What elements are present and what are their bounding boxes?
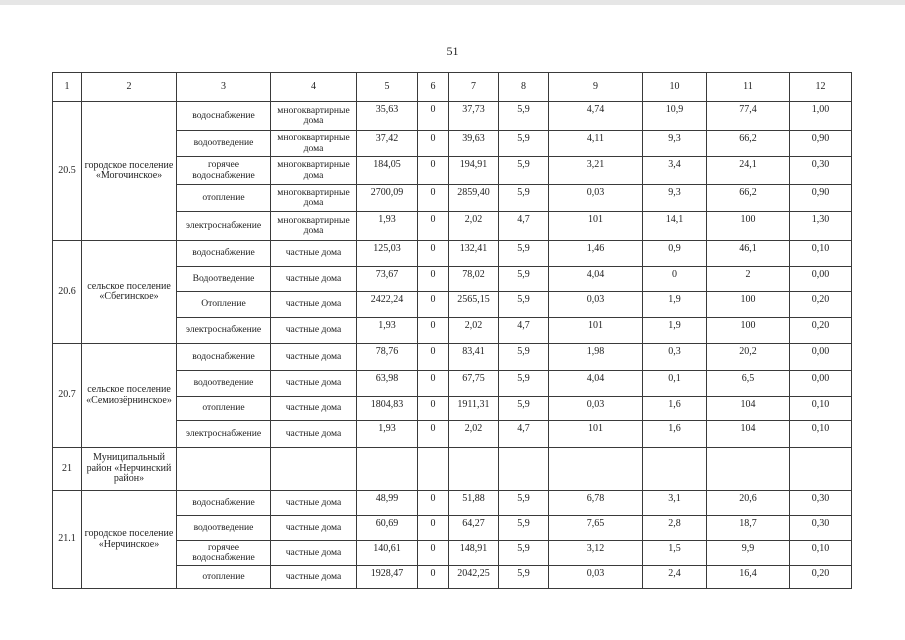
table-row — [53, 491, 852, 516]
value-cell: 9,3 — [643, 131, 707, 157]
value-cell: 4,7 — [499, 421, 549, 448]
value-cell: 0 — [418, 344, 449, 371]
value-cell: 5,9 — [499, 371, 549, 397]
value-cell: 51,88 — [449, 491, 499, 516]
value-cell: 0,03 — [549, 185, 643, 212]
service-cell: электроснабжение — [177, 421, 271, 448]
value-cell: 5,9 — [499, 516, 549, 541]
value-cell: 100 — [707, 318, 790, 344]
value-cell: 1,9 — [643, 318, 707, 344]
value-cell: 4,04 — [549, 267, 643, 292]
value-cell: 0 — [418, 267, 449, 292]
value-cell: 24,1 — [707, 157, 790, 185]
value-cell: 100 — [707, 292, 790, 318]
value-cell: 3,21 — [549, 157, 643, 185]
value-cell: 1,5 — [643, 541, 707, 566]
column-header: 8 — [499, 73, 549, 102]
column-header: 10 — [643, 73, 707, 102]
service-cell: отопление — [177, 185, 271, 212]
value-cell: 14,1 — [643, 212, 707, 241]
housing-type-cell: многоквартирные дома — [271, 131, 357, 157]
value-cell: 48,99 — [357, 491, 418, 516]
value-cell: 2422,24 — [357, 292, 418, 318]
column-header: 9 — [549, 73, 643, 102]
group-name: городское поселение «Могочинское» — [82, 102, 177, 241]
value-cell: 0 — [418, 318, 449, 344]
value-cell: 0,10 — [790, 421, 852, 448]
value-cell: 1,6 — [643, 397, 707, 421]
value-cell: 46,1 — [707, 241, 790, 267]
value-cell: 101 — [549, 318, 643, 344]
column-header: 3 — [177, 73, 271, 102]
value-cell: 66,2 — [707, 131, 790, 157]
empty-cell — [357, 448, 418, 491]
value-cell: 0,30 — [790, 157, 852, 185]
value-cell: 37,73 — [449, 102, 499, 131]
value-cell: 4,74 — [549, 102, 643, 131]
value-cell: 37,42 — [357, 131, 418, 157]
group-name: городское поселение «Нерчинское» — [82, 491, 177, 589]
value-cell: 1,98 — [549, 344, 643, 371]
housing-type-cell: частные дома — [271, 267, 357, 292]
value-cell: 1,00 — [790, 102, 852, 131]
value-cell: 5,9 — [499, 131, 549, 157]
tariff-table — [52, 72, 852, 589]
value-cell: 5,9 — [499, 267, 549, 292]
value-cell: 2,02 — [449, 318, 499, 344]
group-number: 21 — [53, 448, 82, 491]
column-header: 11 — [707, 73, 790, 102]
value-cell: 1928,47 — [357, 566, 418, 589]
value-cell: 5,9 — [499, 102, 549, 131]
housing-type-cell: многоквартирные дома — [271, 102, 357, 131]
value-cell: 64,27 — [449, 516, 499, 541]
group-number: 20.7 — [53, 344, 82, 448]
table-row — [53, 448, 852, 491]
value-cell: 125,03 — [357, 241, 418, 267]
column-header: 12 — [790, 73, 852, 102]
group-name: сельское поселение «Семиозёрнинское» — [82, 344, 177, 448]
value-cell: 0,10 — [790, 397, 852, 421]
value-cell: 1,6 — [643, 421, 707, 448]
table-row — [53, 241, 852, 267]
value-cell: 132,41 — [449, 241, 499, 267]
value-cell: 78,02 — [449, 267, 499, 292]
column-header: 4 — [271, 73, 357, 102]
value-cell: 2565,15 — [449, 292, 499, 318]
value-cell: 6,78 — [549, 491, 643, 516]
header-row — [53, 73, 852, 102]
housing-type-cell: частные дома — [271, 241, 357, 267]
value-cell: 83,41 — [449, 344, 499, 371]
value-cell: 20,2 — [707, 344, 790, 371]
value-cell: 0,03 — [549, 397, 643, 421]
value-cell: 0,00 — [790, 267, 852, 292]
value-cell: 18,7 — [707, 516, 790, 541]
value-cell: 0 — [418, 131, 449, 157]
value-cell: 0,30 — [790, 491, 852, 516]
value-cell: 104 — [707, 397, 790, 421]
service-cell: водоотведение — [177, 516, 271, 541]
value-cell: 0,03 — [549, 292, 643, 318]
value-cell: 16,4 — [707, 566, 790, 589]
housing-type-cell: частные дома — [271, 516, 357, 541]
service-cell: водоотведение — [177, 131, 271, 157]
column-header: 6 — [418, 73, 449, 102]
value-cell: 9,9 — [707, 541, 790, 566]
value-cell: 5,9 — [499, 157, 549, 185]
value-cell: 0 — [643, 267, 707, 292]
value-cell: 0 — [418, 241, 449, 267]
value-cell: 67,75 — [449, 371, 499, 397]
value-cell: 73,67 — [357, 267, 418, 292]
value-cell: 2,02 — [449, 212, 499, 241]
value-cell: 1,46 — [549, 241, 643, 267]
value-cell: 10,9 — [643, 102, 707, 131]
value-cell: 9,3 — [643, 185, 707, 212]
value-cell: 3,12 — [549, 541, 643, 566]
column-header: 5 — [357, 73, 418, 102]
service-cell: отопление — [177, 566, 271, 589]
housing-type-cell: частные дома — [271, 541, 357, 566]
service-cell: горячее водоснабжение — [177, 541, 271, 566]
value-cell: 2700,09 — [357, 185, 418, 212]
value-cell: 2042,25 — [449, 566, 499, 589]
value-cell: 60,69 — [357, 516, 418, 541]
group-name: Муниципальный район «Нерчинский район» — [82, 448, 177, 491]
housing-type-cell: частные дома — [271, 566, 357, 589]
column-header: 2 — [82, 73, 177, 102]
value-cell: 4,7 — [499, 318, 549, 344]
value-cell: 5,9 — [499, 566, 549, 589]
value-cell: 0,20 — [790, 292, 852, 318]
empty-cell — [177, 448, 271, 491]
column-header: 1 — [53, 73, 82, 102]
value-cell: 0 — [418, 157, 449, 185]
housing-type-cell: многоквартирные дома — [271, 212, 357, 241]
value-cell: 0,03 — [549, 566, 643, 589]
value-cell: 1,93 — [357, 212, 418, 241]
value-cell: 0 — [418, 292, 449, 318]
service-cell: отопление — [177, 397, 271, 421]
value-cell: 0,20 — [790, 566, 852, 589]
housing-type-cell: многоквартирные дома — [271, 185, 357, 212]
value-cell: 184,05 — [357, 157, 418, 185]
service-cell: Водоотведение — [177, 267, 271, 292]
housing-type-cell: частные дома — [271, 371, 357, 397]
value-cell: 0,1 — [643, 371, 707, 397]
value-cell: 77,4 — [707, 102, 790, 131]
service-cell: водоснабжение — [177, 102, 271, 131]
value-cell: 101 — [549, 421, 643, 448]
empty-cell — [707, 448, 790, 491]
value-cell: 0 — [418, 566, 449, 589]
table-body — [53, 73, 852, 589]
value-cell: 0 — [418, 397, 449, 421]
housing-type-cell: частные дома — [271, 292, 357, 318]
value-cell: 5,9 — [499, 344, 549, 371]
service-cell: горячее водоснабжение — [177, 157, 271, 185]
table-row — [53, 344, 852, 371]
value-cell: 0 — [418, 516, 449, 541]
value-cell: 39,63 — [449, 131, 499, 157]
value-cell: 100 — [707, 212, 790, 241]
value-cell: 1,93 — [357, 421, 418, 448]
value-cell: 0,00 — [790, 371, 852, 397]
value-cell: 0,90 — [790, 185, 852, 212]
value-cell: 101 — [549, 212, 643, 241]
value-cell: 6,5 — [707, 371, 790, 397]
value-cell: 0,3 — [643, 344, 707, 371]
value-cell: 1,30 — [790, 212, 852, 241]
service-cell: водоснабжение — [177, 344, 271, 371]
value-cell: 2859,40 — [449, 185, 499, 212]
value-cell: 2 — [707, 267, 790, 292]
value-cell: 0,10 — [790, 241, 852, 267]
value-cell: 0 — [418, 102, 449, 131]
housing-type-cell: частные дома — [271, 318, 357, 344]
value-cell: 5,9 — [499, 397, 549, 421]
scan-edge — [0, 0, 905, 5]
table-row — [53, 102, 852, 131]
value-cell: 5,9 — [499, 541, 549, 566]
value-cell: 1,93 — [357, 318, 418, 344]
column-header: 7 — [449, 73, 499, 102]
group-number: 20.6 — [53, 241, 82, 344]
value-cell: 0,10 — [790, 541, 852, 566]
value-cell: 1,9 — [643, 292, 707, 318]
housing-type-cell: частные дома — [271, 421, 357, 448]
value-cell: 7,65 — [549, 516, 643, 541]
empty-cell — [499, 448, 549, 491]
housing-type-cell: многоквартирные дома — [271, 157, 357, 185]
empty-cell — [643, 448, 707, 491]
service-cell: электроснабжение — [177, 318, 271, 344]
value-cell: 1911,31 — [449, 397, 499, 421]
value-cell: 0 — [418, 185, 449, 212]
service-cell: водоснабжение — [177, 241, 271, 267]
value-cell: 5,9 — [499, 491, 549, 516]
value-cell: 148,91 — [449, 541, 499, 566]
value-cell: 0 — [418, 491, 449, 516]
empty-cell — [449, 448, 499, 491]
value-cell: 4,7 — [499, 212, 549, 241]
value-cell: 5,9 — [499, 292, 549, 318]
value-cell: 194,91 — [449, 157, 499, 185]
value-cell: 78,76 — [357, 344, 418, 371]
value-cell: 66,2 — [707, 185, 790, 212]
empty-cell — [418, 448, 449, 491]
empty-cell — [790, 448, 852, 491]
value-cell: 4,04 — [549, 371, 643, 397]
value-cell: 0,20 — [790, 318, 852, 344]
value-cell: 5,9 — [499, 185, 549, 212]
service-cell: Отопление — [177, 292, 271, 318]
value-cell: 2,02 — [449, 421, 499, 448]
value-cell: 140,61 — [357, 541, 418, 566]
value-cell: 0,9 — [643, 241, 707, 267]
housing-type-cell: частные дома — [271, 344, 357, 371]
housing-type-cell: частные дома — [271, 397, 357, 421]
value-cell: 63,98 — [357, 371, 418, 397]
empty-cell — [271, 448, 357, 491]
value-cell: 2,8 — [643, 516, 707, 541]
housing-type-cell: частные дома — [271, 491, 357, 516]
value-cell: 0,90 — [790, 131, 852, 157]
value-cell: 3,4 — [643, 157, 707, 185]
page-number: 51 — [446, 44, 459, 58]
value-cell: 0 — [418, 212, 449, 241]
group-number: 21.1 — [53, 491, 82, 589]
empty-cell — [549, 448, 643, 491]
value-cell: 0,00 — [790, 344, 852, 371]
value-cell: 2,4 — [643, 566, 707, 589]
value-cell: 0,30 — [790, 516, 852, 541]
value-cell: 0 — [418, 541, 449, 566]
group-number: 20.5 — [53, 102, 82, 241]
value-cell: 0 — [418, 371, 449, 397]
value-cell: 20,6 — [707, 491, 790, 516]
service-cell: электроснабжение — [177, 212, 271, 241]
value-cell: 4,11 — [549, 131, 643, 157]
value-cell: 3,1 — [643, 491, 707, 516]
group-name: сельское поселение «Сбегинское» — [82, 241, 177, 344]
value-cell: 0 — [418, 421, 449, 448]
service-cell: водоотведение — [177, 371, 271, 397]
service-cell: водоснабжение — [177, 491, 271, 516]
value-cell: 5,9 — [499, 241, 549, 267]
value-cell: 104 — [707, 421, 790, 448]
value-cell: 1804,83 — [357, 397, 418, 421]
value-cell: 35,63 — [357, 102, 418, 131]
